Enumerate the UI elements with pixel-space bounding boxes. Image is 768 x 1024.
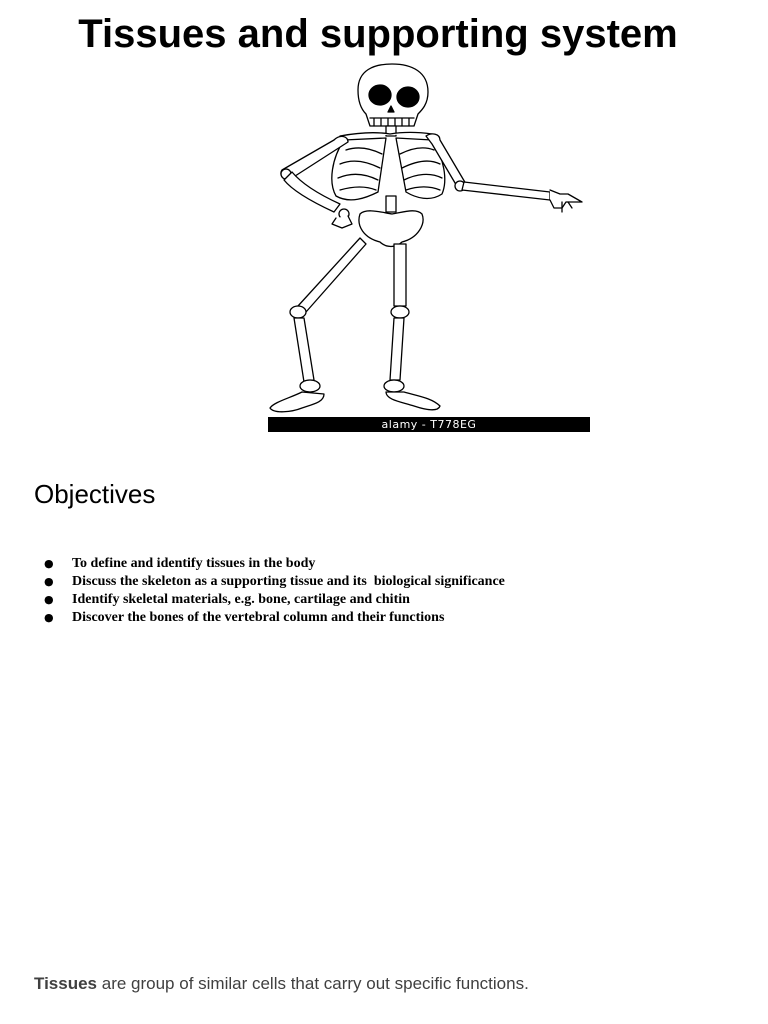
objective-text: To define and identify tissues in the body: [72, 556, 316, 571]
list-item: [44, 591, 505, 609]
list-item: [44, 573, 505, 591]
objectives-list: [44, 555, 505, 627]
objective-text: Discover the bones of the vertebral column and their functions: [72, 610, 445, 625]
page-title: Tissues and supporting system: [78, 12, 678, 56]
objectives-heading: Objectives: [34, 479, 156, 509]
tissues-definition: [34, 973, 529, 995]
list-item: [44, 555, 505, 573]
bullet-icon: ●: [44, 611, 54, 624]
bullet-icon: ●: [44, 593, 54, 606]
bullet-icon: ●: [44, 557, 54, 570]
skeleton-illustration-icon: [262, 62, 598, 434]
bullet-icon: ●: [44, 575, 54, 588]
skeleton-figure: [262, 62, 598, 434]
list-item: [44, 609, 505, 627]
definition-text: are group of similar cells that carry out specific functions.: [97, 974, 529, 993]
objective-text: Identify skeletal materials, e.g. bone, cartilage and chitin: [72, 592, 410, 607]
image-watermark: alamy - T778EG: [268, 417, 590, 432]
definition-term: Tissues: [34, 974, 98, 993]
objective-text: Discuss the skeleton as a supporting tissue and its biological significance: [72, 574, 505, 589]
